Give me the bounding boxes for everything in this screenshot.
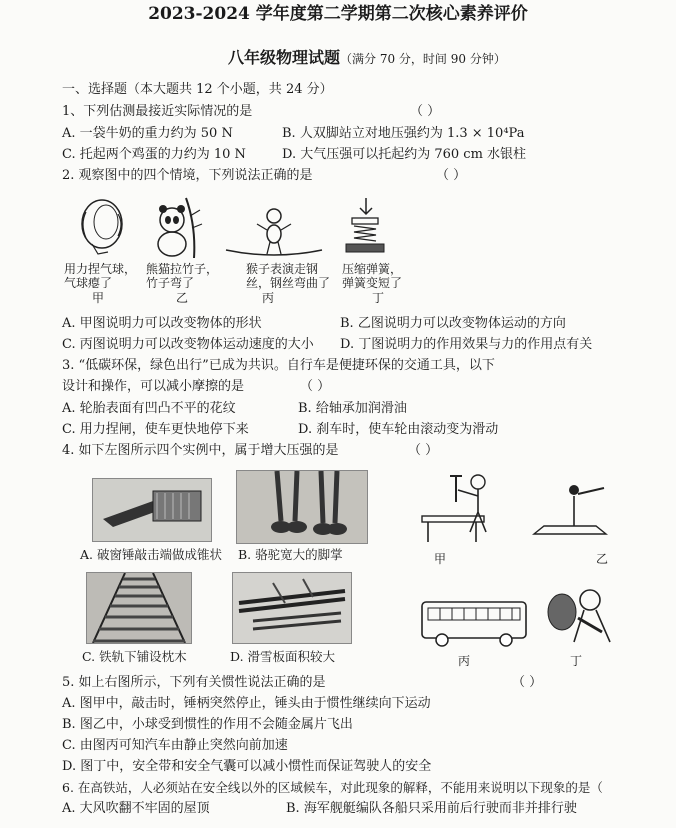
q6-option-b: B. 海军舰艇编队各船只采用前后行驶而非并排行驶 (286, 801, 577, 816)
q3-stem-line2: 设计和操作，可以减小摩擦的是 (62, 379, 245, 394)
photo-skis (232, 572, 352, 644)
figure-yi-label: 乙 (176, 291, 189, 305)
score-time: （满分 70 分，时间 90 分钟） (340, 52, 506, 66)
exam-subtitle-line (228, 50, 506, 68)
section-heading: 一、选择题（本大题共 12 个小题，共 24 分） (62, 82, 333, 97)
q6-stem: 6. 在高铁站，人必须站在安全线以外的区域候车，对此现象的解释，不能用来说明以下现象的是（ (62, 780, 603, 795)
exam-subtitle: 八年级物理试题 (228, 48, 341, 67)
q5-option-d: D. 图丁中，安全带和安全气囊可以减小惯性而保证驾驶人的安全 (62, 759, 432, 774)
q3-stem-line1: 3. “低碳环保，绿色出行”已成为共识。自行车是便捷环保的交通工具，以下 (62, 358, 495, 373)
figure-jia-hand-balloon (72, 192, 132, 262)
q1-option-d: D. 大气压强可以托起约为 760 cm 水银柱 (282, 147, 527, 162)
q5-answer-paren: （ ） (512, 675, 543, 690)
q4-stem: 4. 如下左图所示四个实例中，属于增大压强的是 (62, 443, 339, 458)
photo-hammer (92, 478, 212, 542)
figure-yi-ball-card (530, 480, 610, 544)
q4-caption-c: C. 铁轨下铺设枕木 (82, 649, 187, 664)
photo-camel-feet (236, 470, 368, 544)
q3-option-a: A. 轮胎表面有凹凸不平的花纹 (62, 401, 236, 416)
q2-option-c: C. 丙图说明力可以改变物体运动速度的大小 (62, 337, 314, 352)
right-figure-jia-label: 甲 (434, 552, 447, 566)
q1-option-a: A. 一袋牛奶的重力约为 50 N (62, 126, 233, 141)
q1-option-c: C. 托起两个鸡蛋的力约为 10 N (62, 147, 246, 162)
figure-bing-label: 丙 (262, 291, 275, 305)
figure-jia-hammer-bench (418, 470, 502, 548)
q6-option-a: A. 大风吹翻不牢固的屋顶 (62, 801, 210, 816)
q2-option-a: A. 甲图说明力可以改变物体的形状 (62, 316, 262, 331)
q3-answer-paren: （ ） (300, 379, 331, 394)
figure-ding-caption: 压缩弹簧，弹簧变短了 (342, 262, 403, 290)
q2-stem: 2. 观察图中的四个情境，下列说法正确的是 (62, 168, 313, 183)
photo-railway-sleepers (86, 572, 192, 644)
q2-option-d: D. 丁图说明力的作用效果与力的作用点有关 (340, 337, 593, 352)
q5-option-b: B. 图乙中，小球受到惯性的作用不会随金属片飞出 (62, 717, 353, 732)
exam-title: 2023-2024 学年度第二学期第二次核心素养评价 (148, 4, 528, 24)
q2-answer-paren: （ ） (436, 168, 467, 183)
q5-stem: 5. 如上右图所示，下列有关惯性说法正确的是 (62, 675, 326, 690)
q4-answer-paren: （ ） (408, 443, 439, 458)
figure-bing-monkey-wire (224, 206, 324, 260)
q3-option-c: C. 用力捏闸，使车更快地停下来 (62, 422, 249, 437)
figure-bing-caption: 猴子表演走钢丝，钢丝弯曲了 (246, 262, 331, 290)
figure-ding-driver-airbag (544, 582, 622, 650)
figure-yi-panda (150, 196, 210, 260)
q5-option-c: C. 由图丙可知汽车由静止突然向前加速 (62, 738, 288, 753)
right-figure-bing-label: 丙 (458, 654, 471, 668)
q3-option-b: B. 给轴承加润滑油 (298, 401, 407, 416)
right-figure-yi-label: 乙 (596, 552, 609, 566)
q4-caption-d: D. 滑雪板面积较大 (230, 649, 336, 664)
q1-answer-paren: （ ） (410, 104, 441, 119)
q5-option-a: A. 图甲中，敲击时，锤柄突然停止，锤头由于惯性继续向下运动 (62, 696, 431, 711)
right-figure-ding-label: 丁 (570, 654, 583, 668)
figure-bing-bus (418, 598, 530, 648)
q4-caption-a: A. 破窗锤敲击端做成锥状 (80, 547, 222, 562)
q1-option-b: B. 人双脚站立对地压强约为 1.3 × 10⁴Pa (282, 126, 525, 141)
q4-caption-b: B. 骆驼宽大的脚掌 (238, 547, 343, 562)
figure-yi-caption: 熊猫拉竹子，竹子弯了 (146, 262, 219, 290)
figure-jia-label: 甲 (92, 291, 105, 305)
figure-jia-caption: 用力捏气球，气球瘪了 (64, 262, 137, 290)
q3-option-d: D. 刹车时，使车轮由滚动变为滑动 (298, 422, 499, 437)
figure-ding-spring (340, 196, 390, 258)
q1-stem: 1、下列估测最接近实际情况的是 (62, 104, 253, 119)
q2-option-b: B. 乙图说明力可以改变物体运动的方向 (340, 316, 566, 331)
figure-ding-label: 丁 (372, 291, 385, 305)
